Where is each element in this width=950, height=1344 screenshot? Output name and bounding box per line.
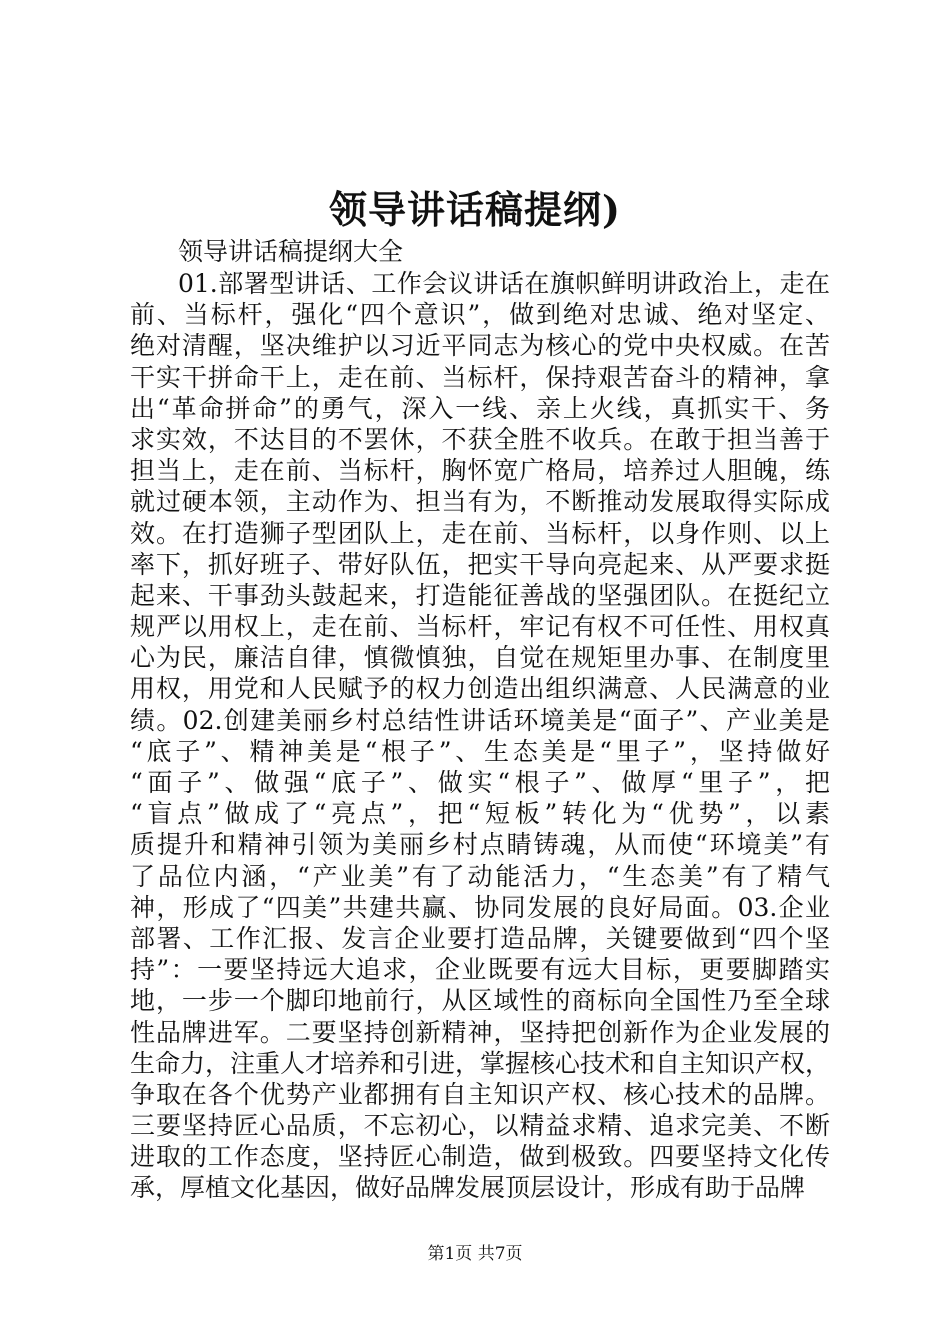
body-line: 争取在各个优势产业都拥有自主知识产权、核心技术的品牌。 [130,1079,830,1109]
body-line: 前、当标杆，强化“四个意识”，做到绝对忠诚、绝对坚定、 [130,300,830,330]
body-line: 起来、干事劲头鼓起来，打造能征善战的坚强团队。在挺纪立 [130,580,830,610]
body-line: 性品牌进军。二要坚持创新精神，坚持把创新作为企业发展的 [130,1017,830,1047]
body-line: 用权，用党和人民赋予的权力创造出组织满意、人民满意的业 [130,674,830,704]
body-line: 率下，抓好班子、带好队伍，把实干导向亮起来、从严要求挺 [130,549,830,579]
document-body [130,268,830,1204]
document-title: 领导讲话稿提纲) [329,187,621,232]
body-line: 就过硬本领，主动作为、担当有为，不断推动发展取得实际成 [130,487,830,517]
body-line: 绝对清醒，坚决维护以习近平同志为核心的党中央权威。在苦 [130,331,830,361]
body-line: 持”：一要坚持远大追求，企业既要有远大目标，更要脚踏实 [130,955,830,985]
body-line: 了品位内涵，“产业美”有了动能活力，“生态美”有了精气 [130,861,830,891]
body-line: “面子”、做强“底子”、做实“根子”、做厚“里子”，把 [130,768,830,797]
body-line: 质提升和精神引领为美丽乡村点睛铸魂，从而使“环境美”有 [130,830,830,860]
body-line: 01.部署型讲话、工作会议讲话在旗帜鲜明讲政治上，走在 [178,269,830,298]
body-line: 心为民，廉洁自律，慎微慎独，自觉在规矩里办事、在制度里 [130,643,830,673]
body-line: 规严以用权上，走在前、当标杆，牢记有权不可任性、用权真 [130,612,830,642]
body-line: 生命力，注重人才培养和引进，掌握核心技术和自主知识产权， [130,1048,831,1078]
body-line: 绩。02.创建美丽乡村总结性讲话环境美是“面子”、产业美是 [130,705,830,735]
body-line: 干实干拼命干上，走在前、当标杆，保持艰苦奋斗的精神，拿 [130,362,830,392]
body-line: 出“革命拼命”的勇气，深入一线、亲上火线，真抓实干、务 [130,393,830,423]
body-line: 求实效，不达目的不罢休，不获全胜不收兵。在敢于担当善于 [130,424,830,454]
body-line: 地，一步一个脚印地前行，从区域性的商标向全国性乃至全球 [130,986,830,1016]
body-line: “盲点”做成了“亮点”，把“短板”转化为“优势”，以素 [130,799,830,829]
body-line: 承，厚植文化基因，做好品牌发展顶层设计，形成有助于品牌 [130,1173,806,1203]
body-line: 神，形成了“四美”共建共赢、协同发展的良好局面。03.企业 [130,892,830,922]
body-line: 部署、工作汇报、发言企业要打造品牌，关键要做到“四个坚 [130,923,830,953]
body-line: 三要坚持匠心品质，不忘初心，以精益求精、追求完美、不断 [130,1111,830,1141]
page-indicator: 第1页 共7页 [427,1244,523,1264]
body-line: 效。在打造狮子型团队上，走在前、当标杆，以身作则、以上 [130,518,830,548]
body-line: 进取的工作态度，坚持匠心制造，做到极致。四要坚持文化传 [130,1142,830,1172]
body-line: 担当上，走在前、当标杆，胸怀宽广格局，培养过人胆魄，练 [130,456,830,486]
document-subtitle: 领导讲话稿提纲大全 [178,237,404,266]
body-line: “底子”、精神美是“根子”、生态美是“里子”，坚持做好 [130,736,830,766]
